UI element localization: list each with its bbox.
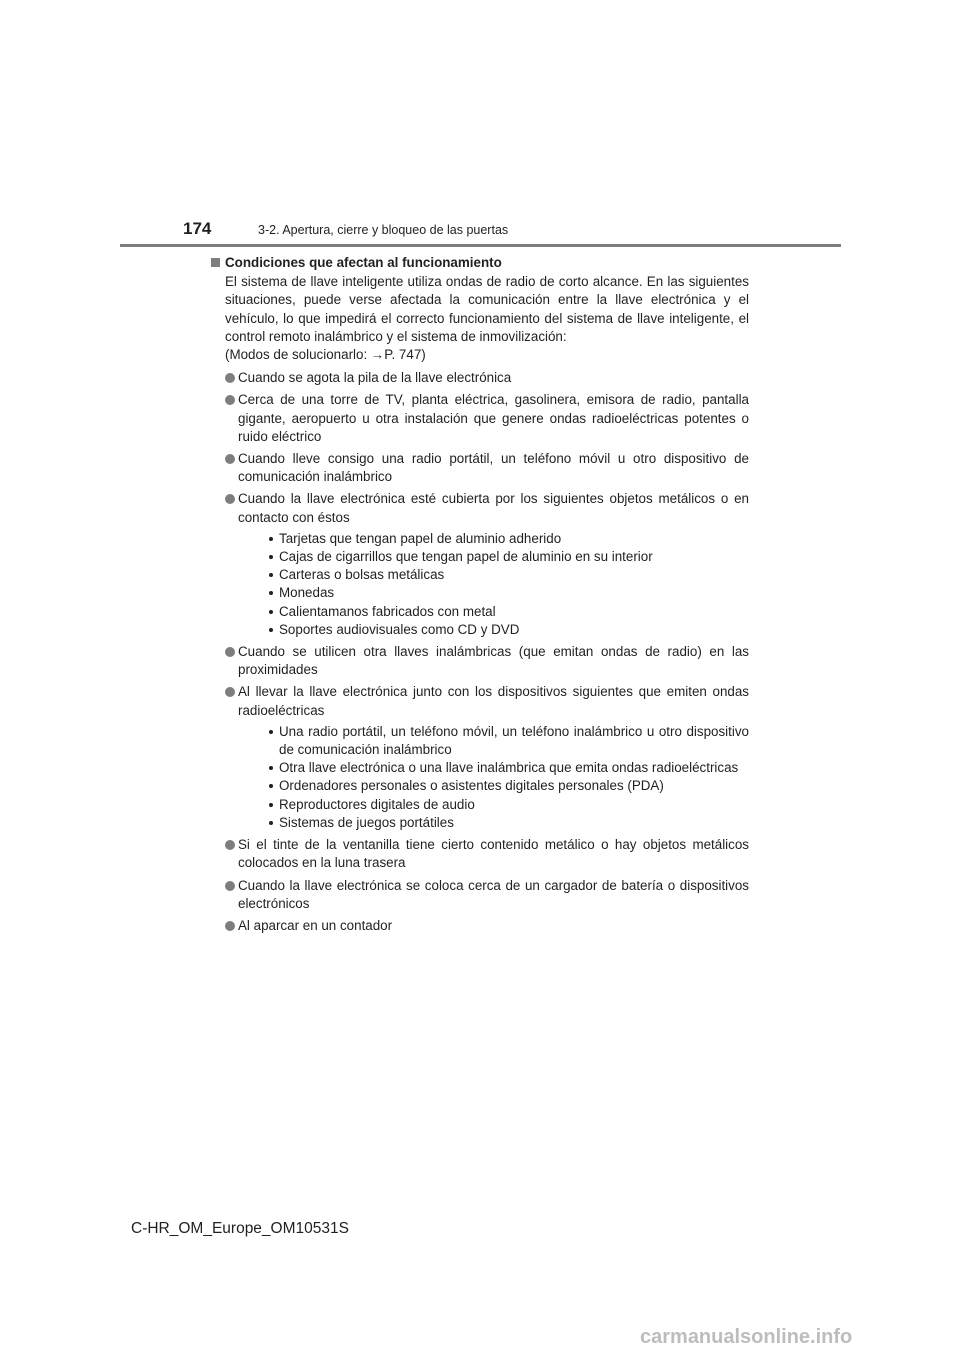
sub-list-item-text: Reproductores digitales de audio	[279, 796, 475, 812]
list-item	[209, 490, 749, 639]
main-content	[209, 254, 749, 939]
circle-bullet-icon	[225, 647, 235, 657]
list-item	[209, 391, 749, 446]
sub-list-item	[238, 723, 749, 759]
sub-list-item-text: Monedas	[279, 585, 335, 601]
ref-prefix: (Modos de solucionarlo:	[225, 347, 371, 363]
sub-list-item	[238, 621, 749, 639]
list-item-text: Cuando la llave electrónica esté cubierta por los siguientes objetos metálicos o en contacto con éstos	[238, 491, 749, 525]
list-item-text: Cuando se utilicen otra llaves inalámbricas (que emitan ondas de radio) en las proximidades	[238, 644, 749, 678]
sub-list-item	[238, 548, 749, 566]
section-running-head: 3-2. Apertura, cierre y bloqueo de las puertas	[258, 223, 509, 237]
sub-list-item	[238, 603, 749, 621]
dot-bullet-icon	[269, 766, 273, 770]
sub-list-item-text: Tarjetas que tengan papel de aluminio adherido	[279, 530, 562, 546]
dot-bullet-icon	[269, 573, 273, 577]
sub-list-item-text: Cajas de cigarrillos que tengan papel de aluminio en su interior	[279, 549, 653, 565]
circle-bullet-icon	[225, 881, 235, 891]
sub-list-item-text: Soportes audiovisuales como CD y DVD	[279, 621, 520, 637]
sub-list-item	[238, 566, 749, 584]
dot-bullet-icon	[269, 784, 273, 788]
sub-list	[238, 723, 749, 832]
ref-page: P. 747)	[384, 347, 426, 363]
list-item	[209, 917, 749, 935]
circle-bullet-icon	[225, 395, 235, 405]
circle-bullet-icon	[225, 494, 235, 504]
page-number: 174	[183, 219, 212, 238]
sub-list-item-text: Una radio portátil, un teléfono móvil, un teléfono inalámbrico u otro dispositivo de comunicación inalámbrico	[279, 723, 749, 758]
sub-list-item-text: Carteras o bolsas metálicas	[279, 567, 445, 583]
intro-text: El sistema de llave inteligente utiliza ondas de radio de corto alcance. En las siguientes situaciones, puede verse afectada la comunicación entre la llave electrónica y el vehículo, lo que impedirá el correcto funcionamiento del sistema de llave inteligente, el control remoto inalámbrico y el sistema de inmovilización:	[225, 274, 749, 344]
list-item-text: Cuando lleve consigo una radio portátil, un teléfono móvil u otro dispositivo de comunicación inalámbrico	[238, 451, 749, 485]
dot-bullet-icon	[269, 537, 273, 541]
list-item	[209, 683, 749, 832]
sub-list-item-text: Otra llave electrónica o una llave inalámbrica que emita ondas radioeléctricas	[279, 760, 739, 776]
sub-list-item	[238, 530, 749, 548]
dot-bullet-icon	[269, 730, 273, 734]
dot-bullet-icon	[269, 555, 273, 559]
circle-bullet-icon	[225, 840, 235, 850]
section-heading	[209, 254, 749, 272]
sub-list-item	[238, 814, 749, 832]
circle-bullet-icon	[225, 454, 235, 464]
sub-list-item	[238, 777, 749, 795]
list-item	[209, 450, 749, 486]
square-bullet-icon	[211, 258, 220, 267]
dot-bullet-icon	[269, 610, 273, 614]
sub-list-item	[238, 759, 749, 777]
list-item-text: Cuando la llave electrónica se coloca cerca de un cargador de batería o dispositivos electrónicos	[238, 877, 749, 911]
sub-list-item-text: Ordenadores personales o asistentes digitales personales (PDA)	[279, 778, 664, 794]
cross-reference	[225, 347, 426, 362]
list-item	[209, 836, 749, 872]
sub-list	[238, 530, 749, 639]
sub-list-item-text: Sistemas de juegos portátiles	[279, 814, 454, 830]
list-item	[209, 369, 749, 387]
section-heading-text: Condiciones que afectan al funcionamiento	[225, 255, 502, 270]
condition-list	[209, 369, 749, 935]
arrow-icon: →	[370, 347, 385, 363]
circle-bullet-icon	[225, 921, 235, 931]
sub-list-item-text: Calientamanos fabricados con metal	[279, 603, 496, 619]
list-item-text: Al llevar la llave electrónica junto con los dispositivos siguientes que emiten ondas radioeléctricas	[238, 684, 749, 718]
watermark: carmanualsonline.info	[640, 1326, 853, 1348]
sub-list-item	[238, 584, 749, 602]
list-item-text: Cuando se agota la pila de la llave electrónica	[238, 370, 512, 386]
list-item	[209, 643, 749, 679]
list-item	[209, 877, 749, 913]
dot-bullet-icon	[269, 821, 273, 825]
dot-bullet-icon	[269, 628, 273, 632]
header-divider	[120, 244, 841, 247]
footer-doc-code: C-HR_OM_Europe_OM10531S	[131, 1220, 349, 1237]
dot-bullet-icon	[269, 591, 273, 595]
list-item-text: Al aparcar en un contador	[238, 917, 393, 933]
list-item-text: Cerca de una torre de TV, planta eléctrica, gasolinera, emisora de radio, pantalla gigante, aeropuerto u otra instalación que genere ondas radioeléctricas potentes o ruido eléctrico	[238, 392, 749, 444]
sub-list-item	[238, 796, 749, 814]
circle-bullet-icon	[225, 373, 235, 383]
dot-bullet-icon	[269, 803, 273, 807]
list-item-text: Si el tinte de la ventanilla tiene cierto contenido metálico o hay objetos metálicos colocados en la luna trasera	[238, 837, 749, 871]
circle-bullet-icon	[225, 687, 235, 697]
intro-paragraph	[225, 273, 749, 364]
